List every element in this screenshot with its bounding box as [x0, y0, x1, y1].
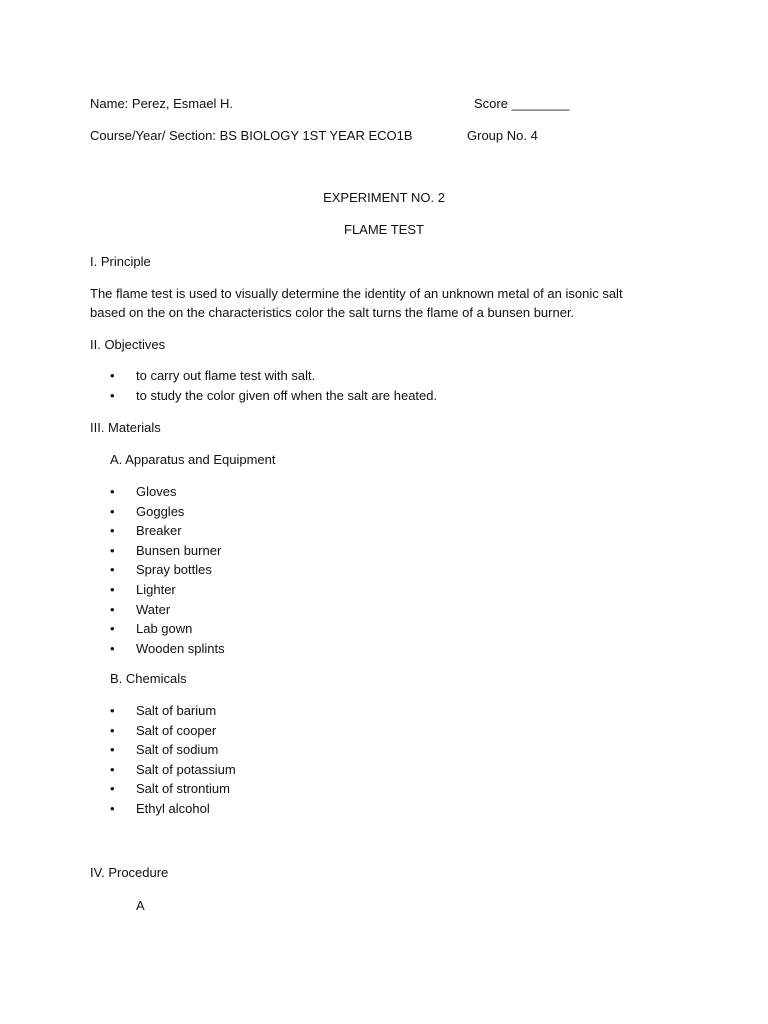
- bullet-icon: •: [110, 484, 115, 499]
- bullet-icon: •: [110, 387, 115, 403]
- principle-heading: I. Principle: [90, 254, 151, 269]
- procedure-sub-a: A: [136, 898, 145, 913]
- bullet-icon: •: [110, 640, 115, 656]
- list-item: • Spray bottles: [110, 560, 225, 580]
- score-field: Score ________: [474, 96, 570, 111]
- list-item: • Ethyl alcohol: [110, 799, 236, 819]
- list-item: • Salt of sodium: [110, 740, 236, 760]
- bullet-icon: •: [110, 562, 115, 578]
- bullet-icon: •: [110, 742, 115, 758]
- course-section: Course/Year/ Section: BS BIOLOGY 1ST YEAR ECO1B: [90, 128, 413, 143]
- group-number: Group No. 4: [467, 128, 538, 143]
- bullet-icon: •: [110, 800, 115, 816]
- objectives-list: [110, 366, 437, 405]
- bullet-icon: •: [110, 722, 115, 738]
- list-item: • Wooden splints: [110, 639, 225, 659]
- experiment-number: EXPERIMENT NO. 2: [323, 190, 445, 205]
- objectives-heading: II. Objectives: [90, 337, 166, 352]
- list-item: • Salt of cooper: [110, 721, 236, 741]
- bullet-icon: •: [110, 581, 115, 597]
- procedure-heading: IV. Procedure: [90, 865, 169, 880]
- materials-heading: III. Materials: [90, 420, 161, 435]
- list-item: • Lab gown: [110, 619, 225, 639]
- bullet-icon: •: [110, 761, 115, 777]
- bullet-icon: •: [110, 601, 115, 617]
- list-item: • Goggles: [110, 502, 225, 522]
- apparatus-heading: A. Apparatus and Equipment: [110, 452, 276, 467]
- list-item: • Salt of potassium: [110, 760, 236, 780]
- principle-text-line-1: The flame test is used to visually determine the identity of an unknown metal of an isonic salt: [90, 286, 623, 301]
- list-item: • Lighter: [110, 580, 225, 600]
- list-item: • Salt of strontium: [110, 779, 236, 799]
- list-item: • Breaker: [110, 521, 225, 541]
- bullet-icon: •: [110, 703, 115, 718]
- bullet-icon: •: [110, 542, 115, 558]
- chemicals-list: [110, 701, 236, 819]
- list-item: • Bunsen burner: [110, 541, 225, 561]
- list-item: • Gloves: [110, 482, 225, 502]
- bullet-icon: •: [110, 368, 115, 383]
- bullet-icon: •: [110, 503, 115, 519]
- list-item: • to study the color given off when the salt are heated.: [110, 386, 437, 406]
- chemicals-heading: B. Chemicals: [110, 671, 187, 686]
- principle-text-line-2: based on the on the characteristics color the salt turns the flame of a bunsen burner.: [90, 305, 575, 320]
- list-item: • to carry out flame test with salt.: [110, 366, 437, 386]
- experiment-title: FLAME TEST: [344, 222, 424, 237]
- list-item: • Water: [110, 600, 225, 620]
- bullet-icon: •: [110, 781, 115, 797]
- bullet-icon: •: [110, 523, 115, 539]
- list-item: • Salt of barium: [110, 701, 236, 721]
- apparatus-list: [110, 482, 225, 658]
- student-name: Name: Perez, Esmael H.: [90, 96, 234, 111]
- bullet-icon: •: [110, 621, 115, 637]
